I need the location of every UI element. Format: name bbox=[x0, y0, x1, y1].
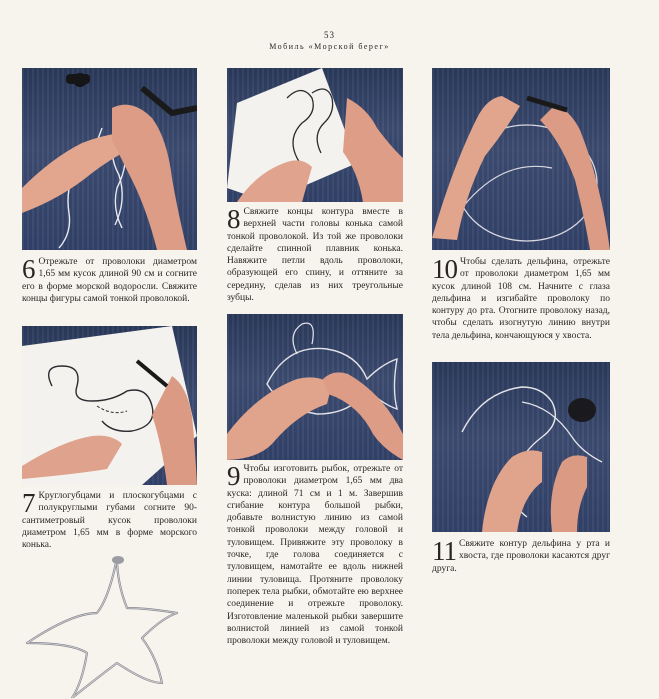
photo-step-8 bbox=[227, 68, 403, 202]
step-6 bbox=[22, 256, 197, 305]
photo-step-9 bbox=[227, 314, 403, 460]
photo-step-11 bbox=[432, 362, 610, 532]
step-number: 10 bbox=[432, 254, 457, 284]
step-text: Круглогубцами и плоскогубцами с полукруглыми губами согните 90-сантиметровый кусок проволоки диаметром 1,65 мм в форме морского конька. bbox=[22, 491, 197, 551]
step-number: 11 bbox=[432, 536, 456, 566]
starfish-wire-illustration bbox=[22, 548, 197, 698]
step-number: 9 bbox=[227, 461, 241, 491]
step-9 bbox=[227, 463, 403, 647]
step-number: 7 bbox=[22, 488, 36, 518]
step-text: Отрежьте от проволоки диаметром 1,65 мм кусок длиной 90 см и согните его в форме морской водоросли. Свяжите концы фигуры самой тонкой проволокой. bbox=[22, 257, 197, 304]
page-number: 53 bbox=[324, 30, 335, 40]
step-text: Чтобы изготовить рыбок, отрежьте от проволоки диаметром 1,65 мм два куска: длиной 71 см и 1 м. Завершив сгибание контура большой рыбки, добавьте волнистую линию из самой тонкой проволоки между головой и туловищем. Привяжите эту проволоку в точке, где голова соединяется с туловищем, намотайте ее вдоль нижней линии туловища. Протяните проволоку поперек тела рыбки, обмотайте ею верхнее соединение и отрежьте проволоку. Изготовление маленькой рыбки завершите волнистой линией из самой тонкой проволоки между головой и туловищем. bbox=[227, 464, 403, 647]
step-7 bbox=[22, 490, 197, 551]
step-11 bbox=[432, 538, 610, 575]
running-title: Мобиль «Морской берег» bbox=[269, 42, 390, 51]
photo-step-10 bbox=[432, 68, 610, 250]
step-number: 6 bbox=[22, 254, 36, 284]
photo-step-7 bbox=[22, 326, 197, 485]
step-8 bbox=[227, 206, 403, 304]
page-header bbox=[0, 30, 659, 51]
step-text: Свяжите контур дельфина у рта и хвоста, где проволоки касаются друг друга. bbox=[432, 539, 610, 574]
photo-step-6 bbox=[22, 68, 197, 250]
step-10 bbox=[432, 256, 610, 342]
step-number: 8 bbox=[227, 204, 241, 234]
step-text: Чтобы сделать дельфина, отрежьте от проволоки диаметром 1,65 мм кусок длиной 108 см. Начните с глаза дельфина и изгибайте проволоку по контуру до рта. Отогните проволоку назад, чтобы сделать изогнутую линию внутри тела дельфина, кончающуюся у хвоста. bbox=[432, 257, 610, 341]
step-text: Свяжите концы контура вместе в верхней части головы конька самой тонкой проволокой. Из той же проволоки сделайте спинной плавник конька. Навяжите петли вдоль проволоки, образующей его спину, и оттяните за середину, сделав из них треугольные зубцы. bbox=[227, 207, 403, 304]
